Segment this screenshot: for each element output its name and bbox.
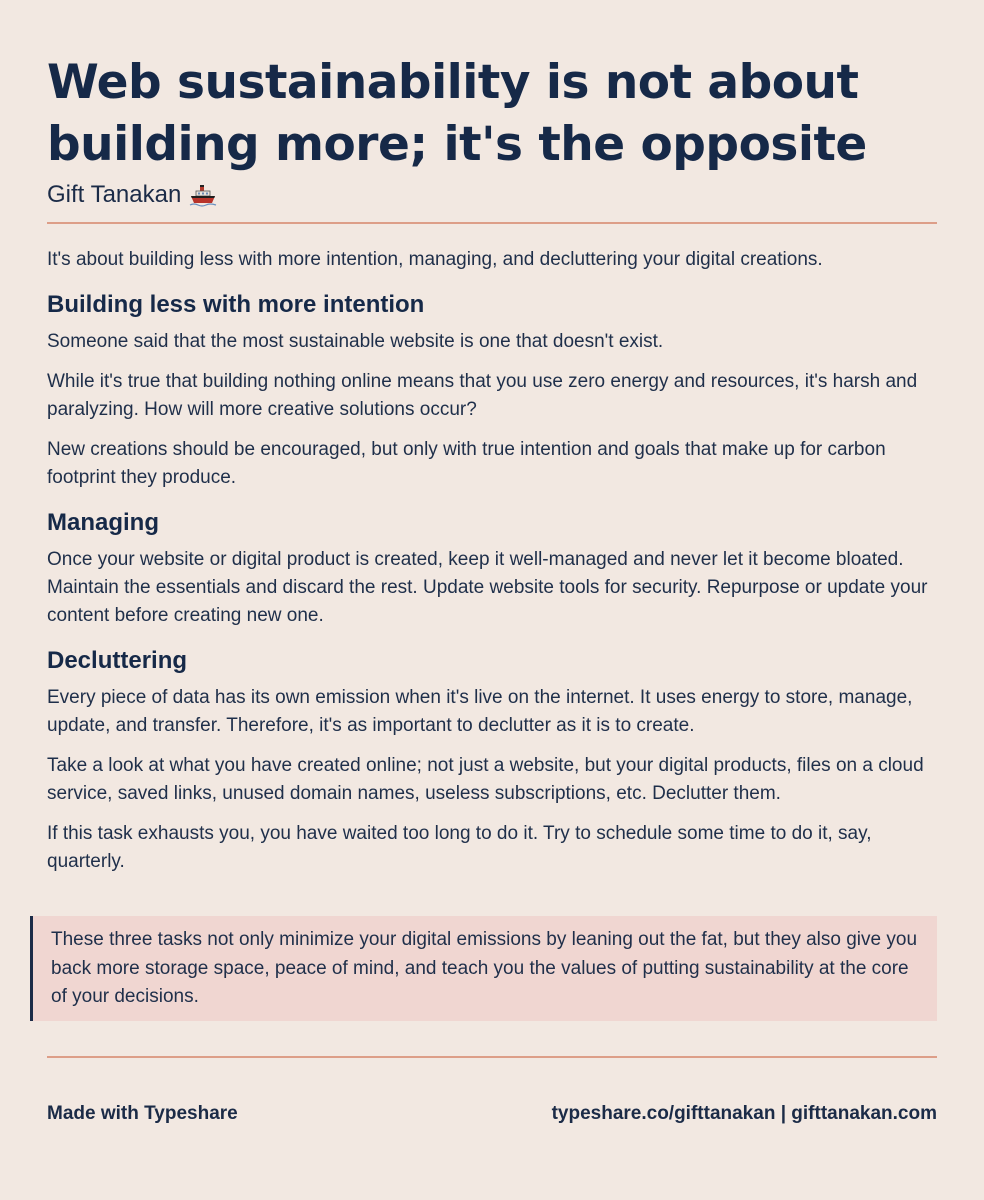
section-heading: Managing	[47, 509, 159, 536]
paragraph: Someone said that the most sustainable website is one that doesn't exist.	[47, 331, 664, 352]
paragraph: If this task exhausts you, you have waited too long to do it. Try to schedule some time to do it, say, quarterly.	[47, 823, 872, 872]
paragraph: Take a look at what you have created online; not just a website, but your digital products, files on a cloud service, saved links, unused domain names, useless subscriptions, etc. Declutter them.	[47, 755, 924, 804]
top-divider	[47, 222, 937, 224]
paragraph: Once your website or digital product is created, keep it well-managed and never let it become bloated. Maintain the essentials and discard the rest. Update website tools for security. Repurpose or update your content before creating new one.	[47, 549, 928, 626]
callout-text: These three tasks not only minimize your digital emissions by leaning out the fat, but they also give you back more storage space, peace of mind, and teach you the values of putting sustainability at the core of your decisions.	[51, 929, 918, 1007]
paragraph: While it's true that building nothing online means that you use zero energy and resources, it's harsh and paralyzing. How will more creative solutions occur?	[47, 371, 918, 420]
section-heading: Building less with more intention	[47, 291, 425, 318]
footer-links: typeshare.co/gifttanakan | gifttanakan.com	[551, 1103, 937, 1124]
paragraph: New creations should be encouraged, but only with true intention and goals that make up for carbon footprint they produce.	[47, 439, 886, 488]
bottom-divider	[47, 1056, 937, 1058]
intro-paragraph: It's about building less with more intention, managing, and decluttering your digital creations.	[47, 249, 823, 270]
author-line	[47, 180, 217, 210]
page-title: Web sustainability is not about building more; it's the opposite	[47, 55, 867, 172]
footer-credit: Made with Typeshare	[47, 1103, 238, 1124]
article-body	[47, 246, 937, 888]
section-heading: Decluttering	[47, 647, 188, 674]
callout-quote	[30, 916, 937, 1021]
paragraph: Every piece of data has its own emission when it's live on the internet. It uses energy to store, manage, update, and transfer. Therefore, it's as important to declutter as it is to create.	[47, 687, 913, 736]
author-name: Gift Tanakan	[47, 181, 182, 208]
ship-icon	[189, 182, 217, 208]
